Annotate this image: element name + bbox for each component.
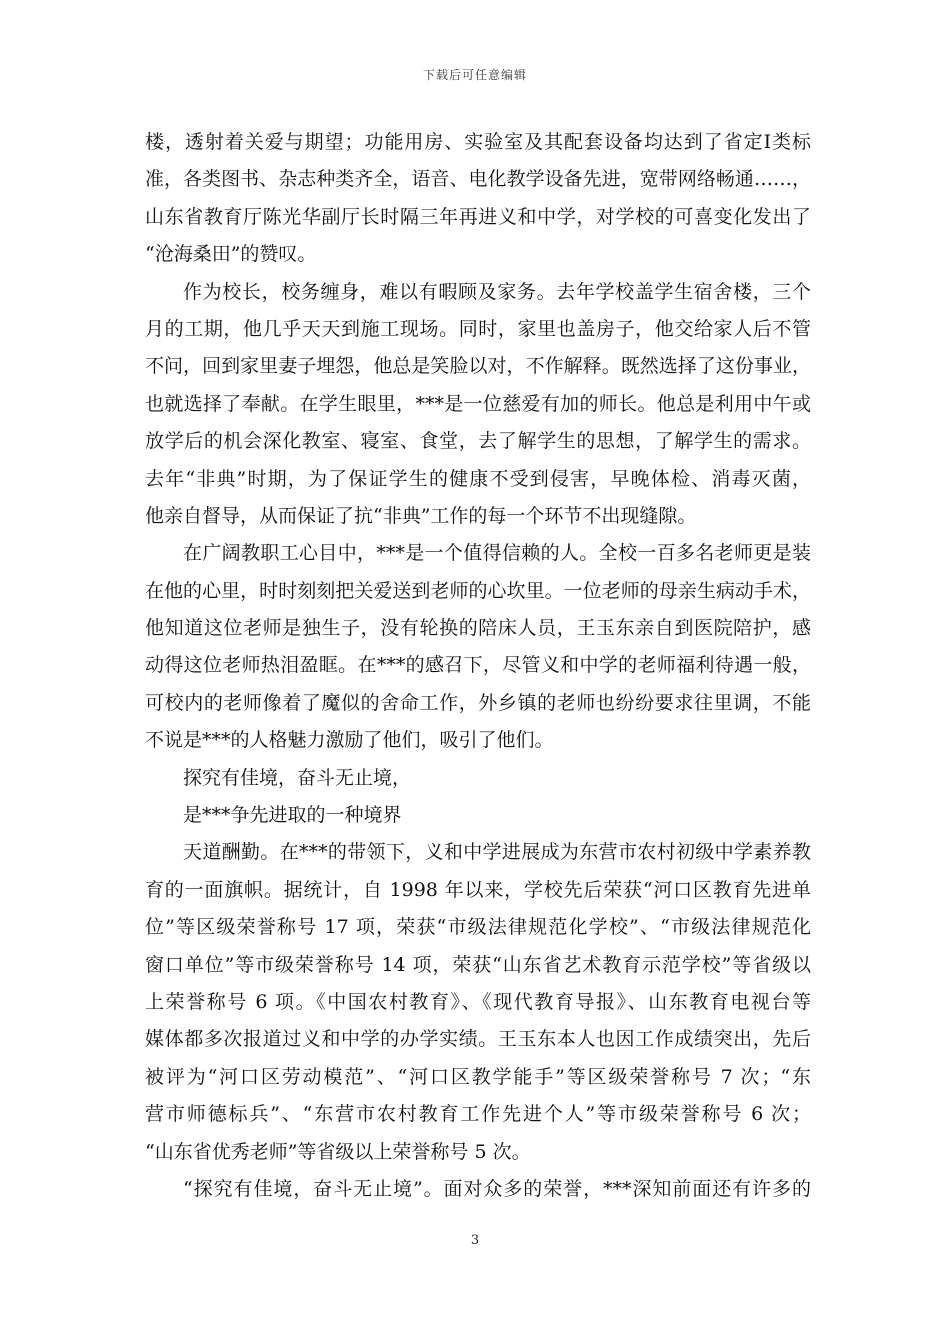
text-line: 窗口单位”等市级荣誉称号 14 项，荣获“山东省艺术教育示范学校”等省级以: [145, 953, 811, 976]
text-line: 山东省教育厅陈光华副厅长时隔三年再进义和中学，对学校的可喜变化发出了: [145, 205, 811, 228]
document-body: [145, 130, 811, 1214]
text-line: 他亲自督导，从而保证了抗“非典”工作的每一个环节不出现缝隙。: [145, 504, 697, 527]
text-line: “沧海桑田”的赞叹。: [145, 243, 317, 266]
text-line: “山东省优秀老师”等省级以上荣誉称号 5 次。: [145, 1140, 531, 1163]
page-header: 下载后可任意编辑: [422, 68, 527, 82]
section-heading-line: 是***争先进取的一种境界: [183, 804, 402, 827]
text-line: 月的工期，他几乎天天到施工现场。同时，家里也盖房子，他交给家人后不管: [145, 317, 811, 340]
text-line: 媒体都多次报道过义和中学的办学实绩。王玉东本人也因工作成绩突出，先后: [145, 1028, 811, 1051]
paragraph-first-line: 天道酬勤。在***的带领下，义和中学进展成为东营市农村初级中学素养教: [183, 841, 811, 864]
section-heading-line: 探究有佳境，奋斗无止境，: [183, 766, 412, 789]
page-number: 3: [470, 1233, 480, 1248]
text-line: 动得这位老师热泪盈眶。在***的感召下，尽管义和中学的老师福利待遇一般，: [145, 654, 811, 677]
text-line: 可校内的老师像着了魔似的舍命工作，外乡镇的老师也纷纷要求往里调，不能: [145, 691, 811, 714]
text-line: 被评为“河口区劳动模范”、“河口区教学能手”等区级荣誉称号 7 次；“东: [145, 1065, 811, 1088]
text-line: 他知道这位老师是独生子，没有轮换的陪床人员，王玉东亲自到医院陪护，感: [145, 617, 811, 640]
text-line: 在他的心里，时时刻刻把关爱送到老师的心坎里。一位老师的母亲生病动手术，: [145, 579, 811, 602]
paragraph-first-line: 在广阔教职工心目中，***是一个值得信赖的人。全校一百多名老师更是装: [183, 542, 811, 565]
text-line: 上荣誉称号 6 项。《中国农村教育》、《现代教育导报》、山东教育电视台等: [145, 990, 811, 1013]
text-line: 位”等区级荣誉称号 17 项，荣获“市级法律规范化学校”、“市级法律规范化: [145, 916, 811, 939]
text-line: 去年“非典”时期，为了保证学生的健康不受到侵害，早晚体检、消毒灭菌，: [145, 467, 811, 490]
paragraph-first-line: 作为校长，校务缠身，难以有暇顾及家务。去年学校盖学生宿舍楼，三个: [183, 280, 811, 303]
text-line: 不问，回到家里妻子埋怨，他总是笑脸以对，不作解释。既然选择了这份事业，: [145, 355, 811, 378]
text-line: 也就选择了奉献。在学生眼里，***是一位慈爱有加的师长。他总是利用中午或: [145, 392, 811, 415]
text-line: 准，各类图书、杂志种类齐全，语音、电化教学设备先进，宽带网络畅通……，: [145, 168, 811, 191]
text-line: 不说是***的人格魅力激励了他们，吸引了他们。: [145, 729, 554, 752]
text-line: 楼，透射着关爱与期望；功能用房、实验室及其配套设备均达到了省定Ⅰ类标: [145, 131, 811, 153]
paragraph-first-line: “探究有佳境，奋斗无止境”。面对众多的荣誉，***深知前面还有许多的: [183, 1177, 811, 1200]
text-line: 营市师德标兵”、“东营市农村教育工作先进个人”等市级荣誉称号 6 次；: [145, 1103, 811, 1126]
text-line: 育的一面旗帜。据统计，自 1998 年以来，学校先后荣获“河口区教育先进单: [145, 878, 811, 901]
text-line: 放学后的机会深化教室、寝室、食堂，去了解学生的思想，了解学生的需求。: [145, 430, 811, 453]
